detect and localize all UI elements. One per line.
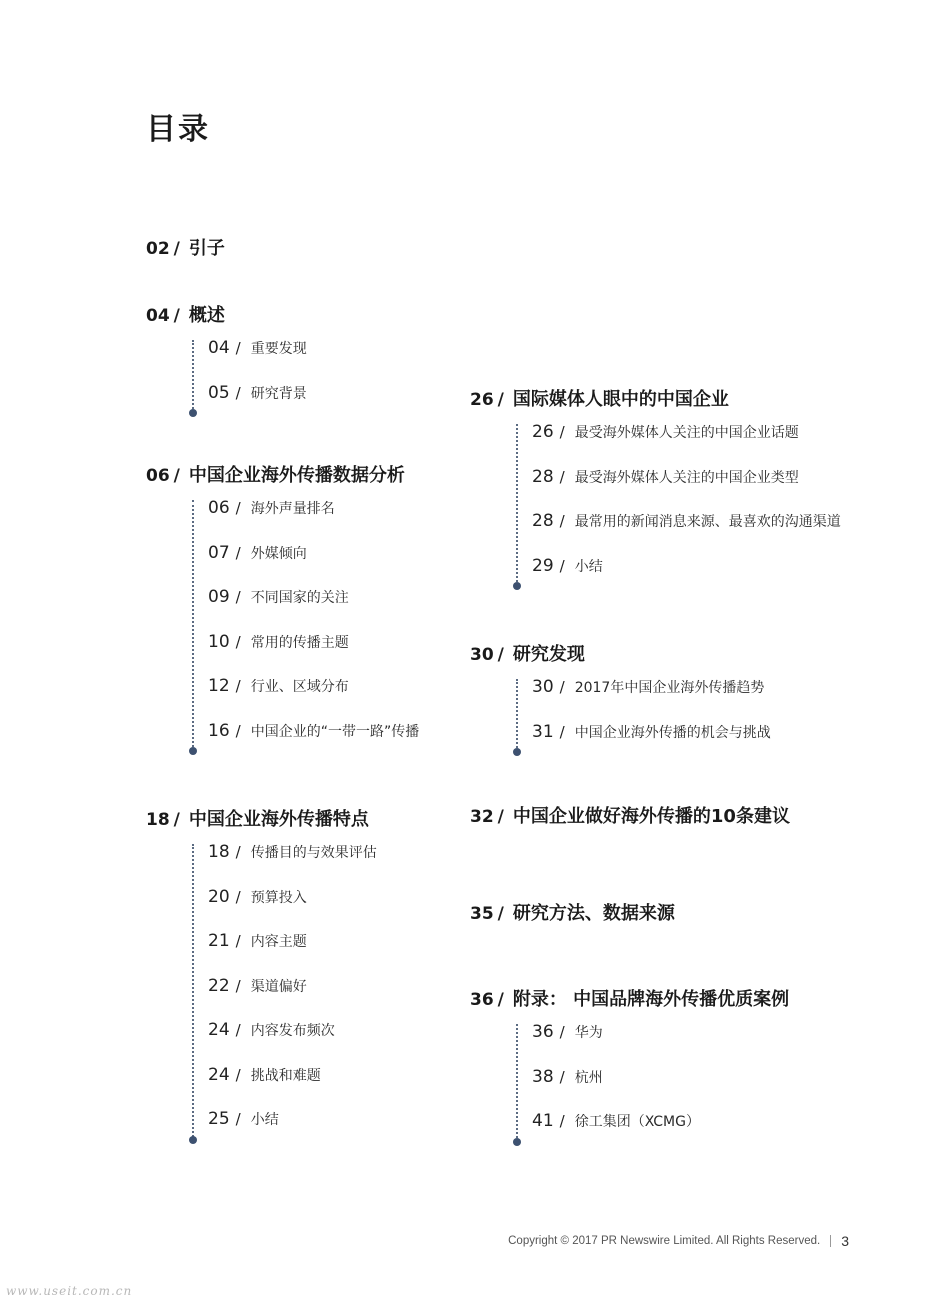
toc-section (470, 802, 790, 828)
toc-section (146, 234, 225, 260)
subsection-item[interactable] (532, 1109, 789, 1154)
dotted-connector-line (192, 844, 194, 1140)
subsection-item[interactable] (532, 675, 771, 720)
section-title: 研究发现 (512, 644, 585, 665)
footer (508, 1233, 849, 1249)
subsection-item[interactable] (208, 1107, 377, 1152)
slash-separator: / (235, 543, 241, 562)
subsection-title: 中国企业海外传播的机会与挑战 (574, 724, 771, 741)
bullet-dot-icon (189, 409, 197, 417)
subsection-page-number: 22 (208, 975, 230, 996)
subsection-title: 研究背景 (250, 385, 307, 402)
subsection-title: 小结 (250, 1112, 279, 1128)
section-heading[interactable] (470, 899, 675, 925)
section-title: 附录： 中国品牌海外传播优质案例 (512, 989, 790, 1010)
slash-separator: / (559, 678, 565, 696)
subsection-title: 最常用的新闻消息来源、最喜欢的沟通渠道 (574, 514, 841, 530)
slash-separator: / (497, 904, 504, 924)
subsection-title: 小结 (574, 558, 603, 575)
section-heading[interactable] (470, 985, 789, 1011)
subsection-item[interactable] (208, 541, 419, 586)
section-heading[interactable] (146, 301, 307, 327)
subsection-item[interactable] (208, 885, 377, 930)
dotted-connector-line (516, 424, 518, 586)
subsection-title: 内容发布频次 (250, 1023, 335, 1039)
slash-separator: / (235, 887, 241, 906)
toc-section (470, 899, 675, 925)
subsection-item[interactable] (208, 719, 419, 764)
section-heading[interactable] (470, 385, 841, 411)
slash-separator: / (559, 467, 565, 486)
subsection-page-number: 41 (532, 1111, 554, 1131)
section-title: 引子 (188, 238, 225, 259)
subsection-page-number: 05 (208, 382, 230, 403)
subsection-title: 行业、区域分布 (250, 679, 349, 695)
section-page-number: 35 (470, 904, 494, 924)
slash-separator: / (497, 807, 504, 827)
slash-separator: / (173, 466, 180, 486)
subsection-page-number: 31 (532, 721, 554, 742)
section-title: 国际媒体人眼中的中国企业 (512, 389, 729, 410)
section-title: 中国企业海外传播数据分析 (188, 465, 405, 486)
section-page-number: 06 (146, 466, 170, 486)
slash-separator: / (559, 556, 565, 575)
subsection-item[interactable] (208, 674, 419, 719)
subsection-page-number: 24 (208, 1064, 230, 1085)
slash-separator: / (559, 722, 565, 741)
subsection-title: 杭州 (574, 1069, 603, 1086)
subsection-page-number: 30 (532, 677, 554, 697)
page-title: 目录 (146, 112, 210, 147)
subsection-item[interactable] (532, 1020, 789, 1065)
section-page-number: 26 (470, 390, 494, 410)
section-heading[interactable] (470, 640, 771, 666)
subsection-list (192, 840, 377, 1152)
subsection-list (516, 675, 771, 764)
toc-section (146, 301, 307, 425)
subsection-item[interactable] (532, 509, 841, 554)
section-heading[interactable] (146, 805, 377, 831)
subsection-page-number: 12 (208, 676, 230, 696)
subsection-title: 不同国家的关注 (250, 590, 349, 606)
subsection-item[interactable] (208, 840, 377, 885)
subsection-page-number: 28 (532, 466, 554, 487)
subsection-title: 最受海外媒体人关注的中国企业话题 (574, 425, 799, 441)
slash-separator: / (235, 383, 241, 402)
subsection-item[interactable] (532, 465, 841, 510)
toc-section (146, 805, 377, 1152)
subsection-item[interactable] (208, 929, 377, 974)
bullet-dot-icon (189, 747, 197, 755)
subsection-title: 常用的传播主题 (250, 634, 349, 651)
slash-separator: / (173, 239, 180, 259)
section-title: 概述 (188, 305, 225, 326)
subsection-title: 徐工集团（XCMG） (574, 1114, 700, 1130)
bullet-dot-icon (189, 1136, 197, 1144)
subsection-page-number: 18 (208, 842, 230, 862)
subsection-title: 预算投入 (250, 889, 307, 906)
subsection-list (192, 336, 307, 425)
slash-separator: / (559, 1067, 565, 1086)
subsection-list (516, 420, 841, 598)
subsection-page-number: 26 (532, 422, 554, 442)
slash-separator: / (235, 677, 241, 695)
slash-separator: / (497, 645, 504, 665)
subsection-item[interactable] (208, 496, 419, 541)
subsection-item[interactable] (208, 1063, 377, 1108)
subsection-page-number: 36 (532, 1022, 554, 1042)
section-title: 中国企业海外传播特点 (188, 809, 369, 830)
subsection-item[interactable] (208, 1018, 377, 1063)
subsection-item[interactable] (208, 336, 307, 381)
section-heading[interactable] (146, 461, 419, 487)
subsection-list (192, 496, 419, 763)
toc-section (470, 385, 841, 598)
subsection-title: 重要发现 (250, 341, 307, 357)
subsection-title: 外媒倾向 (250, 545, 307, 562)
dotted-connector-line (516, 1024, 518, 1142)
section-heading[interactable] (146, 234, 225, 260)
slash-separator: / (235, 339, 241, 357)
slash-separator: / (497, 990, 504, 1010)
subsection-item[interactable] (532, 1065, 789, 1110)
section-title: 中国企业做好海外传播的10条建议 (512, 806, 790, 827)
subsection-item[interactable] (532, 720, 771, 765)
section-page-number: 36 (470, 990, 494, 1010)
subsection-item[interactable] (208, 974, 377, 1019)
subsection-page-number: 04 (208, 338, 230, 358)
subsection-item[interactable] (532, 554, 841, 599)
section-page-number: 32 (470, 807, 494, 827)
subsection-item[interactable] (208, 630, 419, 675)
subsection-title: 最受海外媒体人关注的中国企业类型 (574, 469, 799, 486)
subsection-item[interactable] (208, 585, 419, 630)
subsection-item[interactable] (208, 381, 307, 426)
page-number: 3 (841, 1233, 849, 1249)
dotted-connector-line (192, 340, 194, 413)
subsection-title: 渠道偏好 (250, 978, 307, 995)
slash-separator: / (559, 512, 565, 530)
subsection-page-number: 10 (208, 631, 230, 652)
bullet-dot-icon (513, 1138, 521, 1146)
slash-separator: / (235, 588, 241, 606)
subsection-title: 海外声量排名 (250, 501, 335, 517)
slash-separator: / (559, 423, 565, 441)
slash-separator: / (559, 1112, 565, 1130)
subsection-page-number: 21 (208, 931, 230, 951)
slash-separator: / (235, 1021, 241, 1039)
subsection-page-number: 29 (532, 555, 554, 576)
copyright-text: Copyright © 2017 PR Newswire Limited. All Rights Reserved. (508, 1235, 821, 1247)
dotted-connector-line (192, 500, 194, 751)
subsection-title: 中国企业的“一带一路”传播 (250, 723, 420, 740)
subsection-list (516, 1020, 789, 1154)
slash-separator: / (235, 1110, 241, 1128)
dotted-connector-line (516, 679, 518, 752)
toc-section (470, 985, 789, 1154)
slash-separator: / (235, 843, 241, 861)
subsection-page-number: 38 (532, 1066, 554, 1087)
footer-divider (830, 1235, 831, 1247)
section-title: 研究方法、数据来源 (512, 903, 675, 924)
section-heading[interactable] (470, 802, 790, 828)
slash-separator: / (559, 1023, 565, 1041)
subsection-page-number: 07 (208, 542, 230, 563)
slash-separator: / (173, 810, 180, 830)
bullet-dot-icon (513, 748, 521, 756)
subsection-page-number: 25 (208, 1109, 230, 1129)
slash-separator: / (235, 721, 241, 740)
subsection-page-number: 28 (532, 511, 554, 531)
slash-separator: / (235, 976, 241, 995)
watermark: www.useit.com.cn (6, 1284, 133, 1298)
subsection-title: 2017年中国企业海外传播趋势 (574, 680, 765, 696)
subsection-title: 挑战和难题 (250, 1067, 321, 1084)
subsection-page-number: 16 (208, 720, 230, 741)
subsection-page-number: 20 (208, 886, 230, 907)
slash-separator: / (173, 306, 180, 326)
toc-section (470, 640, 771, 764)
section-page-number: 02 (146, 239, 170, 259)
slash-separator: / (235, 932, 241, 950)
slash-separator: / (235, 632, 241, 651)
section-page-number: 30 (470, 645, 494, 665)
section-page-number: 04 (146, 306, 170, 326)
slash-separator: / (235, 1065, 241, 1084)
subsection-title: 华为 (574, 1025, 603, 1041)
subsection-page-number: 24 (208, 1020, 230, 1040)
section-page-number: 18 (146, 810, 170, 830)
subsection-item[interactable] (532, 420, 841, 465)
subsection-page-number: 09 (208, 587, 230, 607)
subsection-title: 传播目的与效果评估 (250, 845, 377, 861)
slash-separator: / (235, 499, 241, 517)
subsection-page-number: 06 (208, 498, 230, 518)
subsection-title: 内容主题 (250, 934, 307, 950)
toc-section (146, 461, 419, 763)
slash-separator: / (497, 390, 504, 410)
bullet-dot-icon (513, 582, 521, 590)
